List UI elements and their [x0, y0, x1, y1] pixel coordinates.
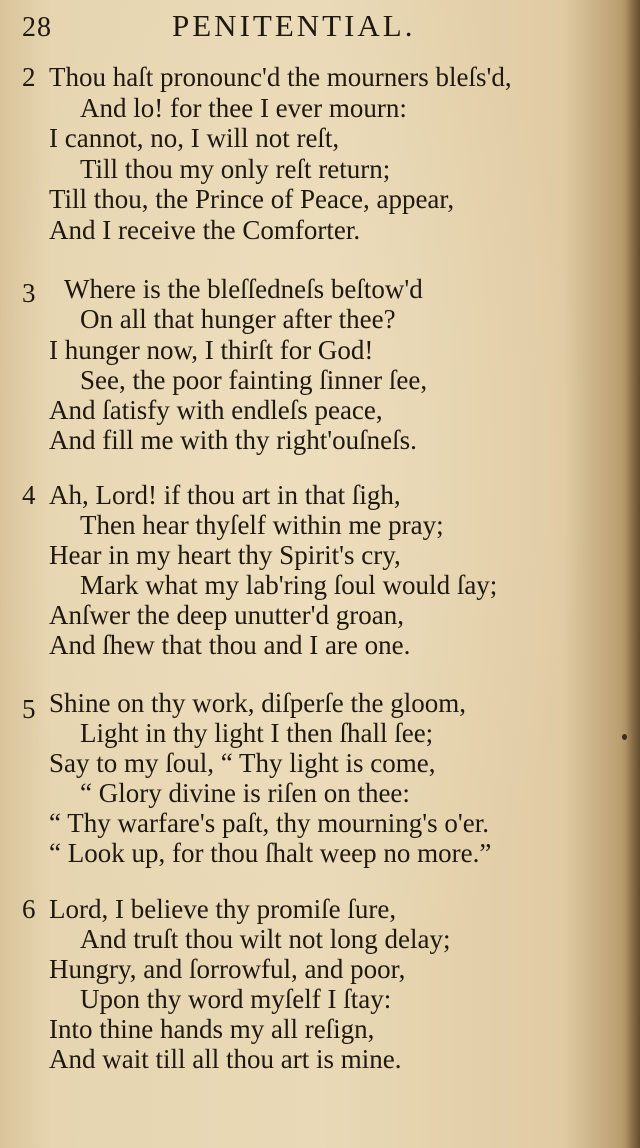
verse-line: And truſt thou wilt not long delay;	[80, 924, 451, 954]
stanza-number: 6	[22, 894, 36, 924]
verse-line: Hear in my heart thy Spirit's cry,	[49, 540, 401, 570]
verse-line: Shine on thy work, diſperſe the gloom,	[49, 688, 466, 718]
stanza-number: 5	[22, 694, 36, 724]
verse-line: And wait till all thou art is mine.	[49, 1044, 402, 1074]
verse-line: And ſhew that thou and I are one.	[49, 630, 411, 660]
verse-line: Mark what my lab'ring ſoul would ſay;	[80, 570, 498, 600]
page-edge-shadow	[626, 0, 640, 1148]
verse-line: Where is the bleſſedneſs beſtow'd	[64, 274, 423, 304]
verse-line: “ Look up, for thou ſhalt weep no more.”	[49, 838, 492, 868]
verse-line: “ Glory divine is riſen on thee:	[80, 778, 410, 808]
verse-line: Hungry, and ſorrowful, and poor,	[49, 954, 406, 984]
page-number: 28	[22, 12, 52, 43]
verse-line: Thou haſt pronounc'd the mourners bleſs'd,	[49, 62, 512, 92]
verse-line: Anſwer the deep unutter'd groan,	[49, 600, 404, 630]
verse-line: “ Thy warfare's paſt, thy mourning's o'er.	[49, 808, 489, 838]
verse-line: Then hear thyſelf within me pray;	[80, 510, 444, 540]
verse-line: And fill me with thy right'ouſneſs.	[49, 425, 417, 455]
verse-line: I cannot, no, I will not reſt,	[49, 123, 340, 153]
verse-line: On all that hunger after thee?	[80, 304, 396, 334]
verse-line: And I receive the Comforter.	[49, 215, 361, 245]
verse-line: And ſatisfy with endleſs peace,	[49, 395, 383, 425]
page-title: PENITENTIAL.	[172, 8, 416, 43]
verse-line: Upon thy word myſelf I ſtay:	[80, 984, 392, 1014]
verse-line: Till thou my only reſt return;	[80, 154, 391, 184]
stanza-number: 4	[22, 480, 36, 510]
verse-line: And lo! for thee I ever mourn:	[80, 93, 407, 123]
verse-line: See, the poor fainting ſinner ſee,	[80, 365, 428, 395]
verse-line: I hunger now, I thirſt for God!	[49, 335, 374, 365]
stanza-number: 2	[22, 62, 36, 92]
stanza-number: 3	[22, 278, 36, 308]
running-head	[22, 6, 442, 42]
verse-line: Light in thy light I then ſhall ſee;	[80, 718, 434, 748]
verse-line: Till thou, the Prince of Peace, appear,	[49, 184, 455, 214]
verse-line: Say to my ſoul, “ Thy light is come,	[49, 748, 436, 778]
verse-line: Ah, Lord! if thou art in that ſigh,	[49, 480, 401, 510]
verse-line: Lord, I believe thy promiſe ſure,	[49, 894, 397, 924]
verse-line: Into thine hands my all reſign,	[49, 1014, 375, 1044]
